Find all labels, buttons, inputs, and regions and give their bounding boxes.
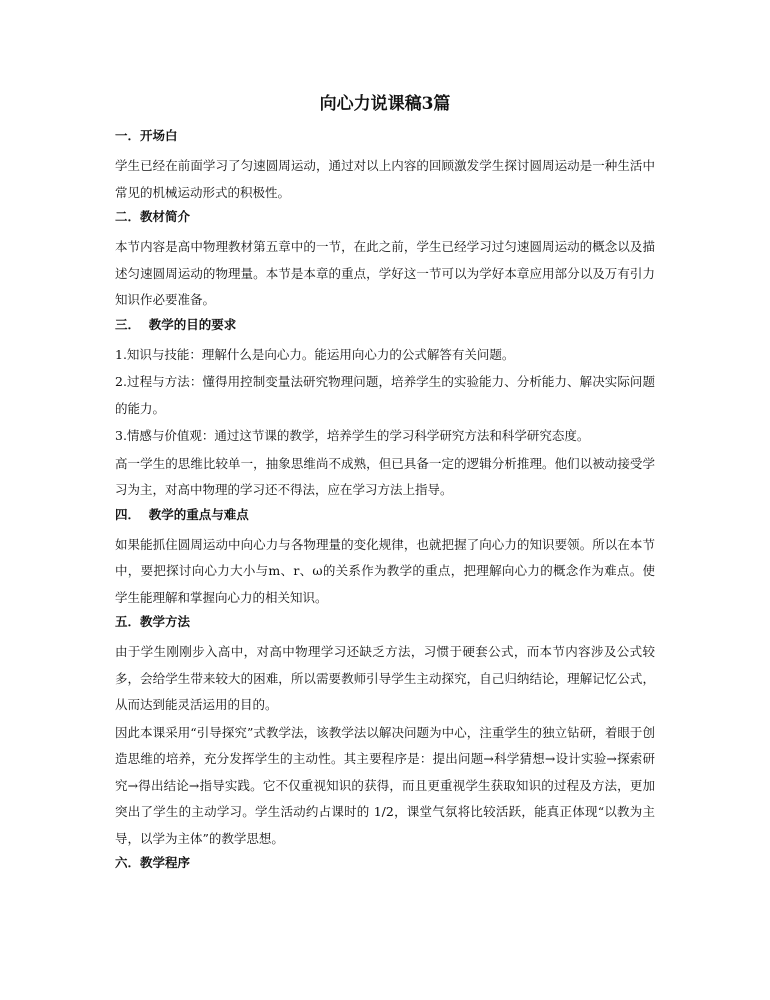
paragraph: 如果能抓住圆周运动中向心力与各物理量的变化规律，也就把握了向心力的知识要领。所以在本节中，要把探讨向心力大小与m、r、ω的关系作为教学的重点，把理解向心力的概念作为难点。使学生能理解和掌握向心力的相关知识。 [115,536,655,605]
document-title: 向心力说课稿3篇 [319,94,451,114]
paragraph: 高一学生的思维比较单一，抽象思维尚不成熟，但已具备一定的逻辑分析推理。他们以被动接受学习为主，对高中物理的学习还不得法，应在学习方法上指导。 [115,455,655,497]
paragraph: 2.过程与方法：懂得用控制变量法研究物理问题，培养学生的实验能力、分析能力、解决实际问题的能力。 [115,374,655,416]
paragraph: 因此本课采用“引导探究”式教学法，该教学法以解决问题为中心，注重学生的独立钻研，着眼于创造思维的培养，充分发挥学生的主动性。其主要程序是：提出问题→科学猜想→设计实验→探索研究→得出结论→指导实践。它不仅重视知识的获得，而且更重视学生获取知识的过程及方法，更加突出了学生的主动学习。学生活动约占课时的 1/2，课堂气氛将比较活跃，能真正体现“以教为主导，以学为主体”的教学思想。 [115,724,655,846]
section-heading: 一．开场白 [115,128,178,143]
section-heading: 四． 教学的重点与难点 [115,506,249,522]
paragraph: 1.知识与技能：理解什么是向心力。能运用向心力的公式解答有关问题。 [115,346,515,362]
document-body [115,126,655,880]
section-heading: 六．教学程序 [115,855,191,870]
section-heading: 二．教材简介 [115,209,191,224]
section-heading: 五．教学方法 [115,614,191,629]
paragraph: 3.情感与价值观：通过这节课的教学，培养学生的学习科学研究方法和科学研究态度。 [115,428,590,443]
paragraph: 由于学生刚刚步入高中，对高中物理学习还缺乏方法，习惯于硬套公式，而本节内容涉及公式较多，会给学生带来较大的困难，所以需要教师引导学生主动探究，自己归纳结论，理解记忆公式，从而达到能灵活运用的目的。 [115,644,655,712]
section-heading: 三． 教学的目的要求 [115,316,237,332]
paragraph: 学生已经在前面学习了匀速圆周运动，通过对以上内容的回顾激发学生探讨圆周运动是一种生活中常见的机械运动形式的积极性。 [115,158,655,200]
paragraph: 本节内容是高中物理教材第五章中的一节，在此之前，学生已经学习过匀速圆周运动的概念以及描述匀速圆周运动的物理量。本节是本章的重点，学好这一节可以为学好本章应用部分以及万有引力知识作必要准备。 [115,239,655,307]
